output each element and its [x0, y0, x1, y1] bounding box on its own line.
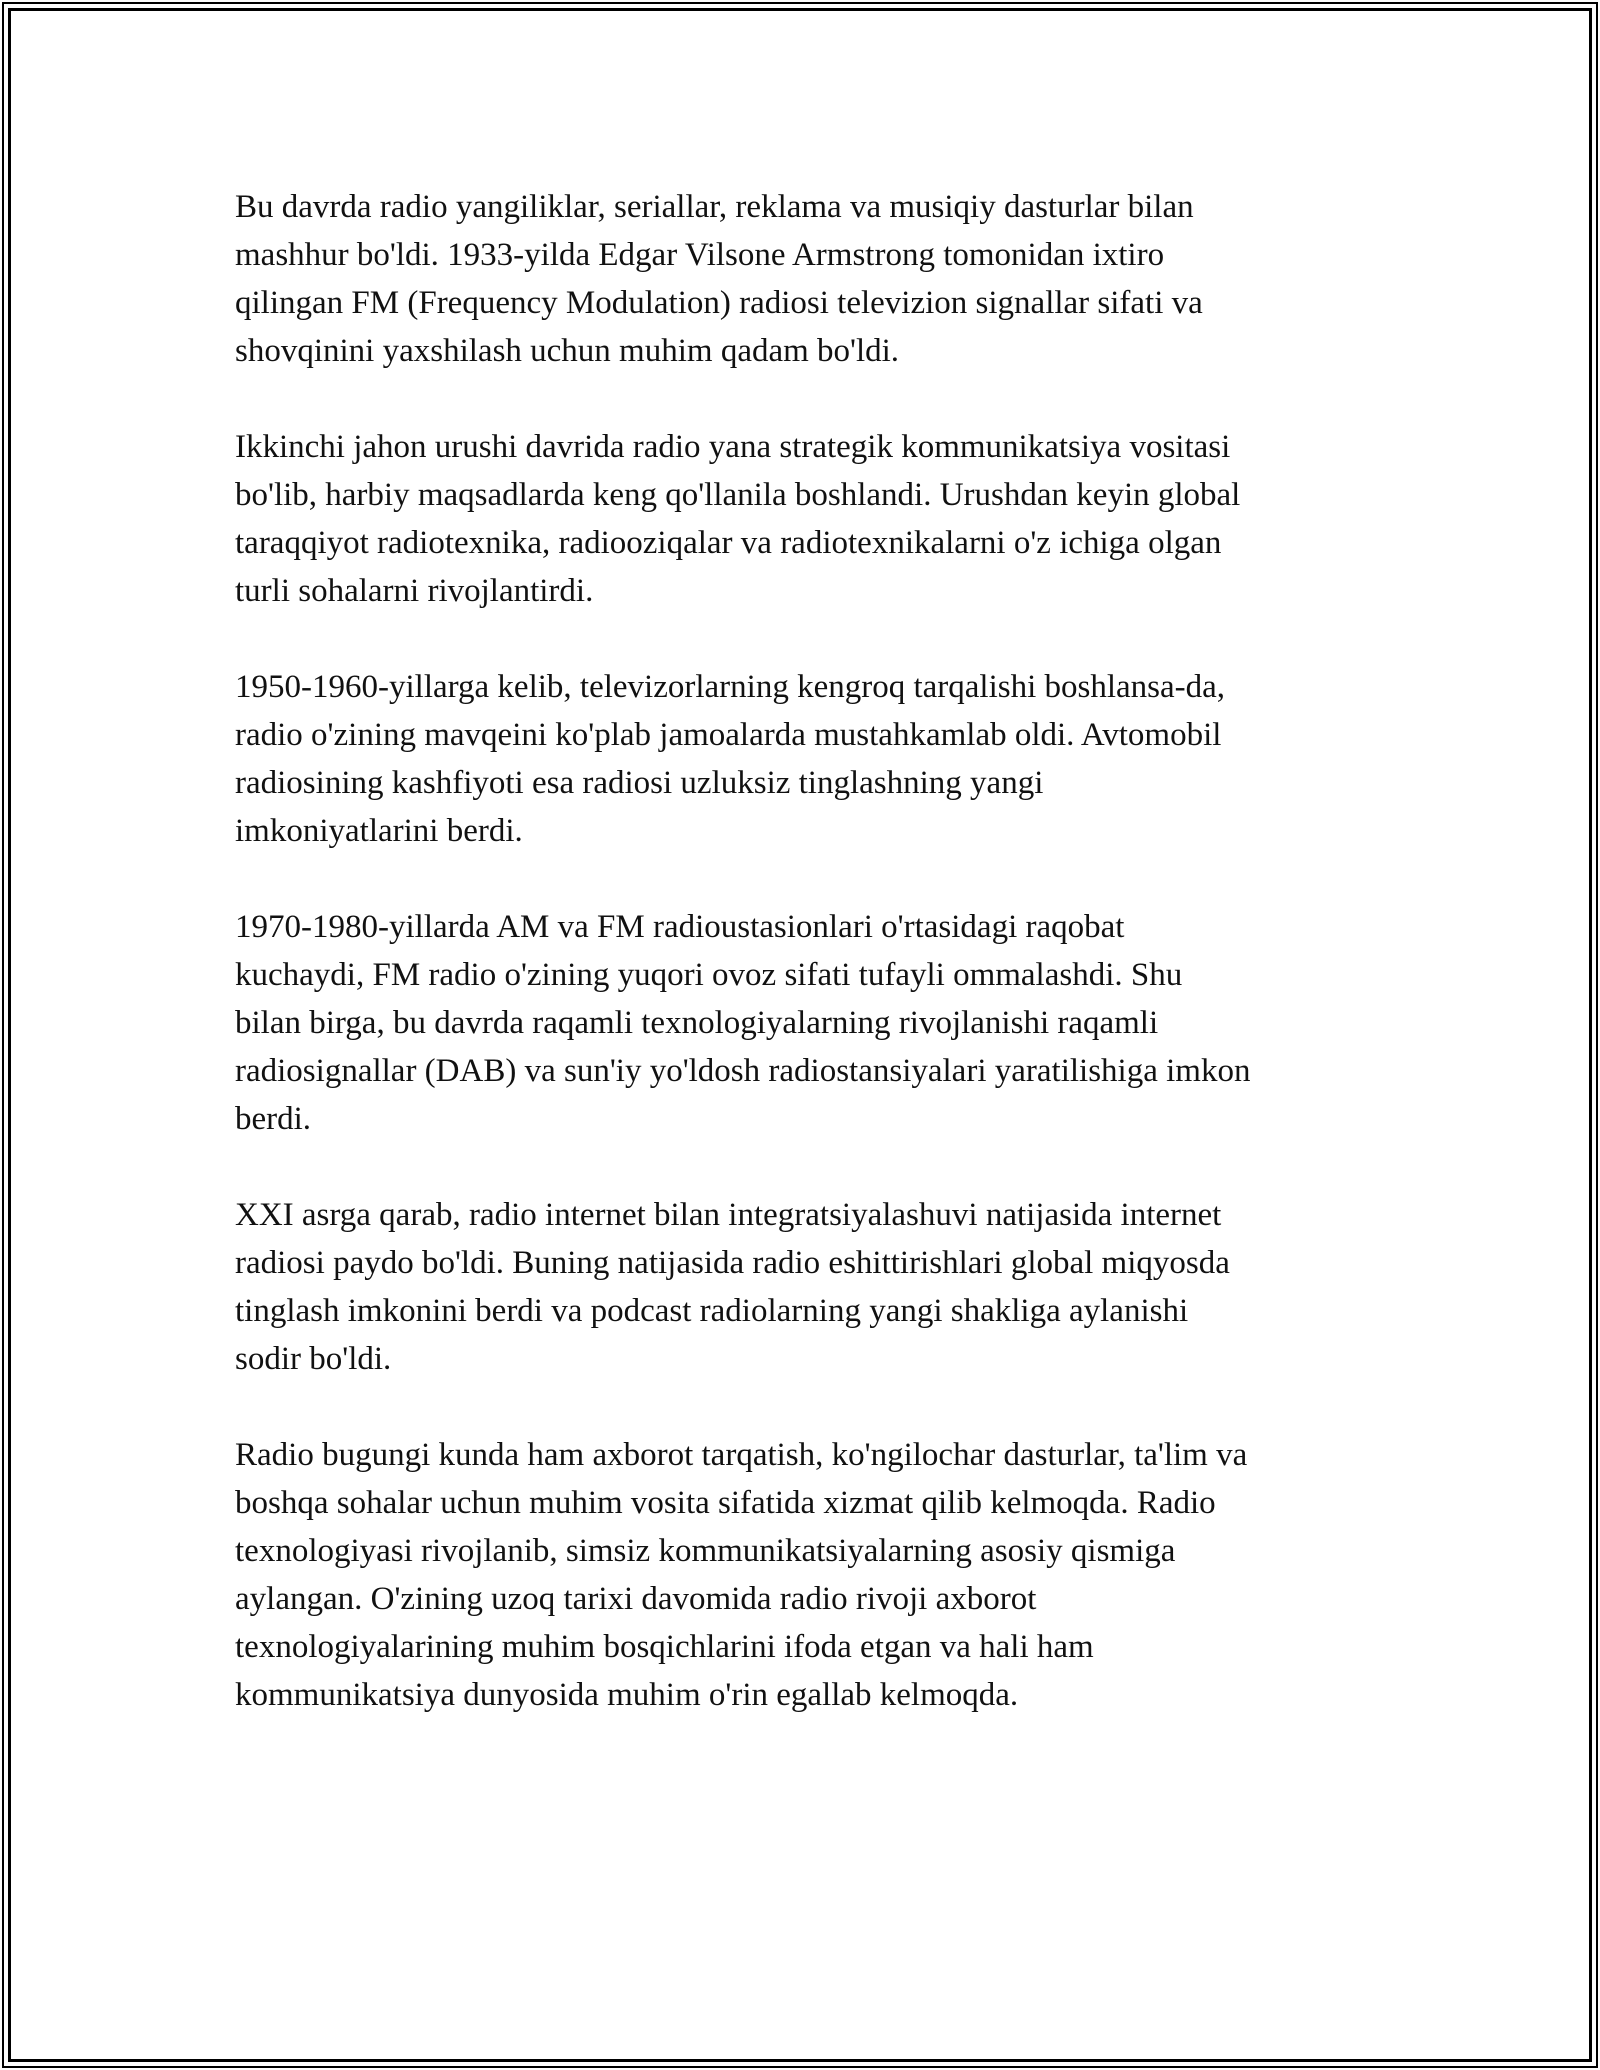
paragraph [235, 183, 1540, 375]
text-line: radiosi paydo bo'ldi. Buning natijasida radio eshittirishlari global miqyosda [235, 1245, 1230, 1281]
text-line: mashhur bo'ldi. 1933-yilda Edgar Vilsone Armstrong tomonidan ixtiro [235, 237, 1165, 273]
text-line: taraqqiyot radiotexnika, radiooziqalar va radiotexnikalarni o'z ichiga olgan [235, 525, 1222, 561]
text-line: radiosignallar (DAB) va sun'iy yo'ldosh radiostansiyalari yaratilishiga imkon [235, 1053, 1251, 1089]
text-line: texnologiyalarining muhim bosqichlarini ifoda etgan va hali ham [235, 1629, 1094, 1665]
text-line: bilan birga, bu davrda raqamli texnologiyalarning rivojlanishi raqamli [235, 1005, 1159, 1041]
text-line: radiosining kashfiyoti esa radiosi uzluksiz tinglashning yangi [235, 765, 1044, 801]
paragraph [235, 423, 1540, 615]
text-line: Ikkinchi jahon urushi davrida radio yana strategik kommunikatsiya vositasi [235, 429, 1231, 465]
paragraph [235, 663, 1540, 855]
text-line: Bu davrda radio yangiliklar, seriallar, reklama va musiqiy dasturlar bilan [235, 189, 1194, 225]
text-line: XXI asrga qarab, radio internet bilan integratsiyalashuvi natijasida internet [235, 1197, 1222, 1233]
text-line: boshqa sohalar uchun muhim vosita sifatida xizmat qilib kelmoqda. Radio [235, 1485, 1216, 1521]
paragraph [235, 1431, 1540, 1719]
text-line: kuchaydi, FM radio o'zining yuqori ovoz sifati tufayli ommalashdi. Shu [235, 957, 1183, 993]
text-line: turli sohalarni rivojlantirdi. [235, 573, 594, 609]
text-line: 1970-1980-yillarda AM va FM radioustasionlari o'rtasidagi raqobat [235, 909, 1125, 945]
text-line: aylangan. O'zining uzoq tarixi davomida radio rivoji axborot [235, 1581, 1037, 1617]
paragraph [235, 1191, 1540, 1383]
text-line: bo'lib, harbiy maqsadlarda keng qo'llanila boshlandi. Urushdan keyin global [235, 477, 1241, 513]
text-line: tinglash imkonini berdi va podcast radiolarning yangi shakliga aylanishi [235, 1293, 1189, 1329]
text-line: berdi. [235, 1101, 312, 1137]
text-line: sodir bo'ldi. [235, 1341, 392, 1377]
paragraph [235, 903, 1540, 1143]
text-line: radio o'zining mavqeini ko'plab jamoalarda mustahkamlab oldi. Avtomobil [235, 717, 1222, 753]
text-line: texnologiyasi rivojlanib, simsiz kommunikatsiyalarning asosiy qismiga [235, 1533, 1176, 1569]
text-line: shovqinini yaxshilash uchun muhim qadam bo'ldi. [235, 333, 900, 369]
text-line: imkoniyatlarini berdi. [235, 813, 523, 849]
text-line: 1950-1960-yillarga kelib, televizorlarning kengroq tarqalishi boshlansa-da, [235, 669, 1226, 705]
text-line: qilingan FM (Frequency Modulation) radiosi televizion signallar sifati va [235, 285, 1203, 321]
document-body [235, 183, 1540, 1719]
text-line: Radio bugungi kunda ham axborot tarqatish, ko'ngilochar dasturlar, ta'lim va [235, 1437, 1248, 1473]
text-line: kommunikatsiya dunyosida muhim o'rin egallab kelmoqda. [235, 1677, 1019, 1713]
